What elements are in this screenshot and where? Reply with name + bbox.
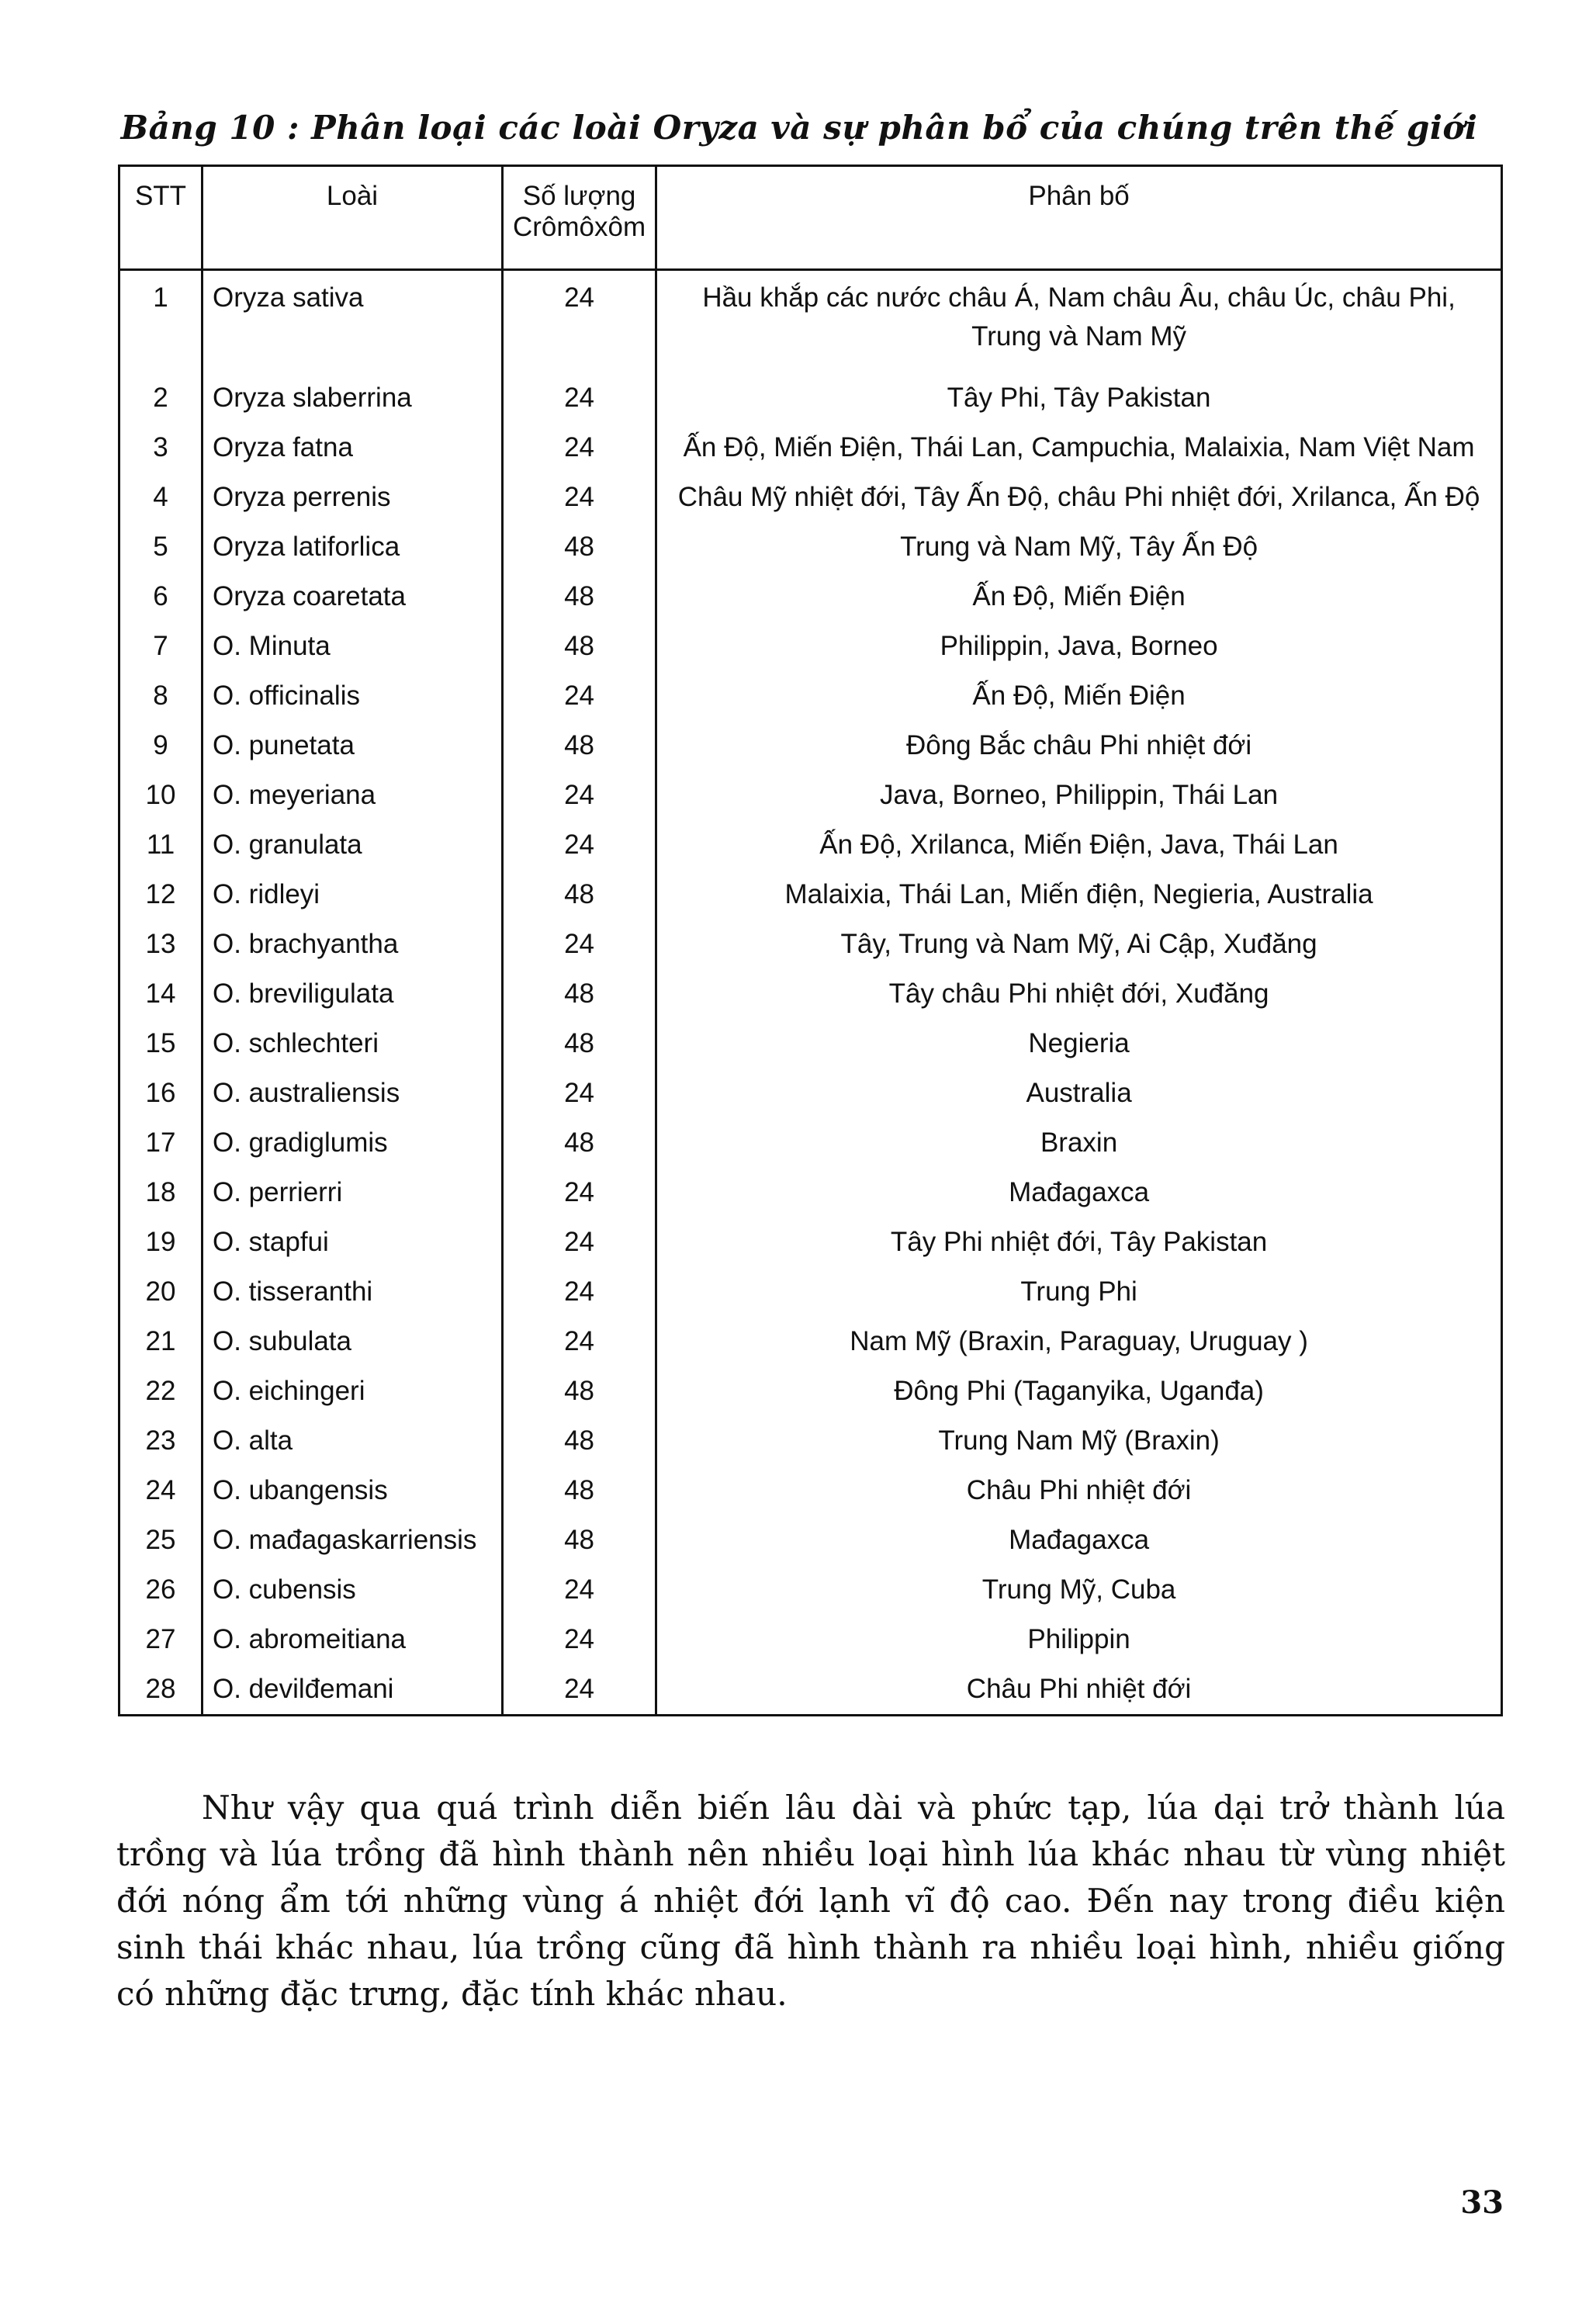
cell-species: O. ubangensis [203, 1466, 503, 1515]
cell-species: O. punetata [203, 721, 503, 771]
cell-chromosomes: 24 [503, 771, 656, 820]
table-row [119, 969, 1502, 1019]
cell-stt: 10 [119, 771, 203, 820]
cell-distribution-line2: Trung và Nam Mỹ [971, 321, 1186, 352]
cell-chromosomes: 24 [503, 1317, 656, 1366]
cell-distribution: Châu Mỹ nhiệt đới, Tây Ấn Độ, châu Phi nhiệt đới, Xrilanca, Ấn Độ [656, 473, 1502, 522]
table-row [119, 1466, 1502, 1515]
cell-distribution: Đông Bắc châu Phi nhiệt đới [656, 721, 1502, 771]
cell-distribution: Trung Nam Mỹ (Braxin) [656, 1416, 1502, 1466]
cell-species: O. schlechteri [203, 1019, 503, 1068]
table-row [119, 622, 1502, 671]
header-chromosomes [503, 166, 656, 270]
cell-species: Oryza slaberrina [203, 373, 503, 423]
cell-distribution: Ấn Độ, Xrilanca, Miến Điện, Java, Thái Lan [656, 820, 1502, 870]
cell-distribution: Đông Phi (Taganyika, Uganđa) [656, 1366, 1502, 1416]
cell-distribution: Java, Borneo, Philippin, Thái Lan [656, 771, 1502, 820]
cell-species: O. Minuta [203, 622, 503, 671]
cell-species: O. australiensis [203, 1068, 503, 1118]
cell-distribution: Trung và Nam Mỹ, Tây Ấn Độ [656, 522, 1502, 572]
table-caption-title: Phân loại các loài Oryza và sự phân bổ của chúng trên thế giới [311, 109, 1478, 147]
cell-stt: 1 [119, 270, 203, 374]
table-row [119, 1068, 1502, 1118]
table-row [119, 270, 1502, 374]
table-row [119, 771, 1502, 820]
oryza-species-table [118, 165, 1503, 1716]
cell-stt: 15 [119, 1019, 203, 1068]
page-number: 33 [1460, 2184, 1504, 2221]
cell-chromosomes: 24 [503, 473, 656, 522]
cell-distribution: Tây, Trung và Nam Mỹ, Ai Cập, Xuđăng [656, 920, 1502, 969]
cell-distribution: Braxin [656, 1118, 1502, 1168]
cell-distribution: Tây châu Phi nhiệt đới, Xuđăng [656, 969, 1502, 1019]
cell-distribution: Negieria [656, 1019, 1502, 1068]
cell-chromosomes: 24 [503, 920, 656, 969]
cell-species: O. gradiglumis [203, 1118, 503, 1168]
cell-distribution-line1: Hầu khắp các nước châu Á, Nam châu Âu, châu Úc, châu Phi, [702, 282, 1456, 313]
cell-chromosomes: 24 [503, 373, 656, 423]
cell-stt: 19 [119, 1217, 203, 1267]
cell-distribution: Mađagaxca [656, 1168, 1502, 1217]
cell-species: Oryza sativa [203, 270, 503, 374]
cell-distribution: Ấn Độ, Miến Điện [656, 671, 1502, 721]
table-row [119, 1267, 1502, 1317]
table-row [119, 820, 1502, 870]
cell-species: O. brachyantha [203, 920, 503, 969]
table-row [119, 671, 1502, 721]
cell-distribution: Mađagaxca [656, 1515, 1502, 1565]
cell-stt: 8 [119, 671, 203, 721]
cell-species: O. eichingeri [203, 1366, 503, 1416]
cell-stt: 17 [119, 1118, 203, 1168]
table-row [119, 1118, 1502, 1168]
table-row [119, 1019, 1502, 1068]
cell-chromosomes: 24 [503, 820, 656, 870]
header-chromosomes-line1: Số lượng [522, 181, 636, 211]
table-row [119, 1515, 1502, 1565]
cell-chromosomes: 24 [503, 423, 656, 473]
table-row [119, 721, 1502, 771]
cell-stt: 4 [119, 473, 203, 522]
table-row [119, 1565, 1502, 1615]
cell-stt: 18 [119, 1168, 203, 1217]
table-row [119, 1217, 1502, 1267]
cell-species: O. stapfui [203, 1217, 503, 1267]
cell-species: O. breviligulata [203, 969, 503, 1019]
table-header [119, 166, 1502, 270]
table-body [119, 270, 1502, 1716]
body-paragraph: Như vậy qua quá trình diễn biến lâu dài và phức tạp, lúa dại trở thành lúa trồng và lúa trồng đã hình thành nên nhiều loại hình lúa khác nhau từ vùng nhiệt đới nóng ẩm tới những vùng á nhiệt đới lạnh vĩ độ cao. Đến nay trong điều kiện sinh thái khác nhau, lúa trồng cũng đã hình thành ra nhiều loại hình, nhiều giống có những đặc trưng, đặc tính khác nhau. [116, 1789, 1505, 2013]
cell-stt: 27 [119, 1615, 203, 1664]
cell-stt: 6 [119, 572, 203, 622]
cell-species: O. granulata [203, 820, 503, 870]
table-caption-label: Bảng 10 : [120, 109, 299, 147]
table-row [119, 1317, 1502, 1366]
table-row [119, 1366, 1502, 1416]
cell-species: O. cubensis [203, 1565, 503, 1615]
header-stt: STT [119, 166, 203, 270]
cell-stt: 24 [119, 1466, 203, 1515]
cell-stt: 20 [119, 1267, 203, 1317]
table-header-row [119, 166, 1502, 270]
cell-species: O. abromeitiana [203, 1615, 503, 1664]
cell-species: O. officinalis [203, 671, 503, 721]
cell-species: Oryza fatna [203, 423, 503, 473]
cell-stt: 9 [119, 721, 203, 771]
cell-distribution: Philippin, Java, Borneo [656, 622, 1502, 671]
cell-chromosomes: 48 [503, 622, 656, 671]
cell-distribution [656, 270, 1502, 374]
cell-distribution: Trung Mỹ, Cuba [656, 1565, 1502, 1615]
cell-species: Oryza coaretata [203, 572, 503, 622]
table-row [119, 572, 1502, 622]
header-distribution: Phân bố [656, 166, 1502, 270]
cell-species: Oryza perrenis [203, 473, 503, 522]
cell-stt: 25 [119, 1515, 203, 1565]
cell-distribution: Châu Phi nhiệt đới [656, 1664, 1502, 1716]
cell-chromosomes: 24 [503, 1615, 656, 1664]
cell-species: O. alta [203, 1416, 503, 1466]
table-row [119, 522, 1502, 572]
cell-distribution: Tây Phi, Tây Pakistan [656, 373, 1502, 423]
cell-stt: 22 [119, 1366, 203, 1416]
cell-species: O. perrierri [203, 1168, 503, 1217]
cell-species: O. meyeriana [203, 771, 503, 820]
cell-chromosomes: 24 [503, 1068, 656, 1118]
table-row [119, 1416, 1502, 1466]
cell-chromosomes: 24 [503, 1664, 656, 1716]
cell-stt: 16 [119, 1068, 203, 1118]
cell-stt: 7 [119, 622, 203, 671]
cell-stt: 2 [119, 373, 203, 423]
cell-chromosomes: 24 [503, 1267, 656, 1317]
table-row [119, 1168, 1502, 1217]
cell-species: Oryza latiforlica [203, 522, 503, 572]
cell-chromosomes: 24 [503, 671, 656, 721]
cell-stt: 13 [119, 920, 203, 969]
cell-chromosomes: 48 [503, 572, 656, 622]
header-chromosomes-line2: Crômôxôm [513, 212, 646, 242]
cell-chromosomes: 48 [503, 870, 656, 920]
cell-distribution: Ấn Độ, Miến Điện [656, 572, 1502, 622]
cell-distribution: Trung Phi [656, 1267, 1502, 1317]
cell-chromosomes: 48 [503, 1019, 656, 1068]
cell-chromosomes: 24 [503, 1168, 656, 1217]
cell-chromosomes: 48 [503, 969, 656, 1019]
table-row [119, 1664, 1502, 1716]
cell-stt: 28 [119, 1664, 203, 1716]
cell-species: O. ridleyi [203, 870, 503, 920]
table-row [119, 920, 1502, 969]
cell-chromosomes: 48 [503, 1515, 656, 1565]
table-row [119, 473, 1502, 522]
cell-species: O. tisseranthi [203, 1267, 503, 1317]
cell-species: O. mađagaskarriensis [203, 1515, 503, 1565]
cell-chromosomes: 48 [503, 1416, 656, 1466]
cell-stt: 11 [119, 820, 203, 870]
table-caption [116, 109, 1482, 147]
cell-stt: 5 [119, 522, 203, 572]
cell-species: O. subulata [203, 1317, 503, 1366]
cell-chromosomes: 24 [503, 1565, 656, 1615]
table-row [119, 423, 1502, 473]
table-row [119, 1615, 1502, 1664]
cell-species: O. devilđemani [203, 1664, 503, 1716]
cell-distribution: Malaixia, Thái Lan, Miến điện, Negieria, Australia [656, 870, 1502, 920]
cell-stt: 23 [119, 1416, 203, 1466]
cell-chromosomes: 48 [503, 1118, 656, 1168]
cell-stt: 3 [119, 423, 203, 473]
table-row [119, 870, 1502, 920]
cell-chromosomes: 48 [503, 1466, 656, 1515]
cell-distribution: Australia [656, 1068, 1502, 1118]
table-row [119, 373, 1502, 423]
cell-distribution: Nam Mỹ (Braxin, Paraguay, Uruguay ) [656, 1317, 1502, 1366]
header-species: Loài [203, 166, 503, 270]
cell-stt: 21 [119, 1317, 203, 1366]
cell-stt: 12 [119, 870, 203, 920]
cell-chromosomes: 24 [503, 270, 656, 374]
cell-stt: 14 [119, 969, 203, 1019]
cell-stt: 26 [119, 1565, 203, 1615]
cell-distribution: Tây Phi nhiệt đới, Tây Pakistan [656, 1217, 1502, 1267]
cell-distribution: Philippin [656, 1615, 1502, 1664]
cell-chromosomes: 48 [503, 522, 656, 572]
cell-distribution: Châu Phi nhiệt đới [656, 1466, 1502, 1515]
cell-chromosomes: 48 [503, 721, 656, 771]
cell-distribution: Ấn Độ, Miến Điện, Thái Lan, Campuchia, Malaixia, Nam Việt Nam [656, 423, 1502, 473]
cell-chromosomes: 48 [503, 1366, 656, 1416]
cell-chromosomes: 24 [503, 1217, 656, 1267]
